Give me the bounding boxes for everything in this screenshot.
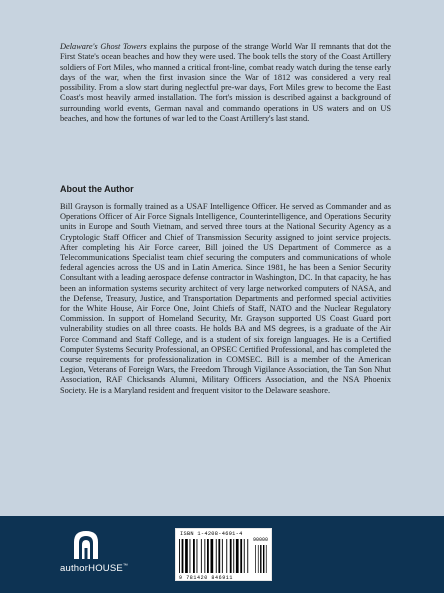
blurb-title: Delaware's Ghost Towers: [60, 42, 147, 51]
book-blurb: [60, 42, 391, 124]
publisher-name: [60, 563, 140, 574]
barcode-bars: [179, 539, 270, 575]
isbn-barcode: [175, 528, 272, 581]
publisher-trademark: ™: [122, 563, 129, 569]
ean-digits: 9 781420 846911: [179, 575, 234, 581]
blurb-text: explains the purpose of the strange World War II remnants that dot the First State's ocean beaches and how they were used. The book tells the story of the Coast Artillery soldiers of Fort Miles, who manned a critical front-line, combat ready watch during the tense early days of the war, when the first invasion since the War of 1812 was considered a very real possibility. From a slow start during neglectful pre-war days, Fort Miles grew to become the East Coast's most heavily armed installation. The fort's mission is described against a background of surrounding world events, German naval and commando operations in US waters and on US beaches, and how the fortunes of war led to the Coast Artillery's last stand.: [60, 42, 391, 123]
authorhouse-arch-logo-icon: [73, 530, 99, 560]
publisher-name-text: authorHOUSE: [60, 563, 123, 574]
about-author-heading: About the Author: [60, 184, 134, 194]
publisher-logo: [60, 530, 140, 580]
isbn-label: ISBN 1-4208-4691-4: [180, 531, 243, 537]
author-bio: Bill Grayson is formally trained as a USAF Intelligence Officer. He served as Commander and as Operations Officer of Air Force Signals Intelligence, Counterintelligence, and Operations Security units in Europe and South Vietnam, and served three tours at the National Security Agency as a Cryptologic Staff Officer and Chief of Transmission Security assigned to joint service projects. After completing his Air Force career, Bill joined the US Department of Commerce as a Telecommunications Specialist team chief securing the computers and communications of whole federal agencies across the US and in Latin America. Since 1981, he has been a Senior Security Consultant with a leading aerospace defense contractor in Washington, DC. In that capacity, he has been an information systems security architect of very large networked computers of NASA, and the Defense, Treasury, Justice, and Transportation Departments and performed special activities for the White House, Air Force One, Joint Chiefs of Staff, NATO and the Nuclear Regulatory Commission. In support of Homeland Security, Mr. Grayson supported US Coast Guard port vulnerability studies on all three coasts. He holds BA and MS degrees, is a graduate of the Air Force Command and Staff College, and is a student of six foreign languages. He is a Certified Computer Systems Security Professional, an OPSEC Certified Professional, and has completed the course requirements for professionalization in COMSEC. Bill is a member of the American Legion, Veterans of Foreign Wars, the Freedom Through Vigilance Association, the Tan Son Nhut Association, RAF Chicksands Alumni, Military Officers Association, and the NSA Phoenix Society. He is a Maryland resident and frequent visitor to the Delaware seashore.: [60, 202, 391, 395]
price-code: 90000: [252, 537, 268, 543]
